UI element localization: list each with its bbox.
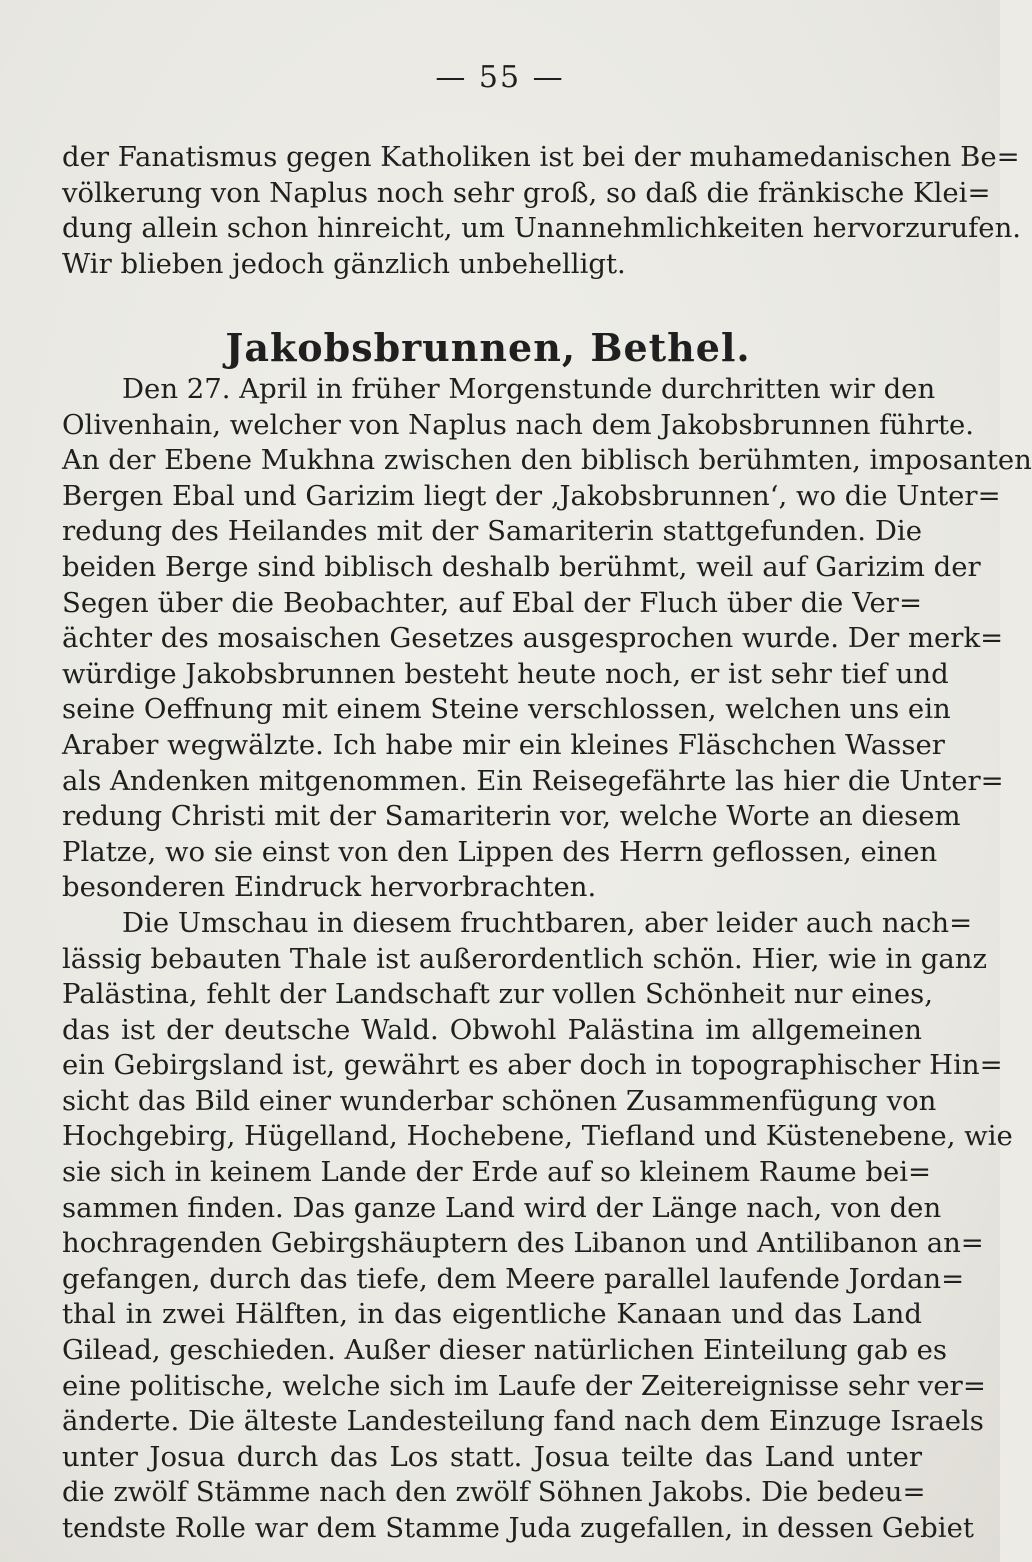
text-line: tendste Rolle war dem Stamme Juda zugefallen, in dessen Gebiet (62, 1512, 974, 1544)
text-line: gefangen, durch das tiefe, dem Meere parallel laufende Jordan= (62, 1262, 965, 1295)
text-line: der Fanatismus gegen Katholiken ist bei der muhamedanischen Be= (62, 141, 1020, 173)
page-number: — 55 — (435, 60, 565, 95)
text-line: völkerung von Naplus noch sehr groß, so daß die fränkische Klei= (62, 176, 991, 209)
section-heading-text: Jakobsbrunnen, Bethel. (225, 325, 751, 370)
text-line: Palästina, fehlt der Landschaft zur vollen Schönheit nur eines, (62, 978, 933, 1011)
text-line: Segen über die Beobachter, auf Ebal der Fluch über die Ver= (62, 586, 922, 619)
text-line: sicht das Bild einer wunderbar schönen Zusammenfügung von (62, 1084, 937, 1117)
text-line: als Andenken mitgenommen. Ein Reisegefährte las hier die Unter= (62, 764, 1004, 797)
text-line: würdige Jakobsbrunnen besteht heute noch, er ist sehr tief und (62, 657, 949, 690)
text-line: sammen finden. Das ganze Land wird der Länge nach, von den (62, 1191, 942, 1224)
text-line: änderte. Die älteste Landesteilung fand nach dem Einzuge Israels (62, 1405, 984, 1438)
text-line: redung des Heilandes mit der Samariterin stattgefunden. Die (62, 515, 922, 548)
text-line: Platze, wo sie einst von den Lippen des Herrn geflossen, einen (62, 835, 938, 868)
section-heading (0, 325, 1000, 370)
text-line: unter Josua durch das Los statt. Josua teilte das Land unter (62, 1440, 922, 1473)
text-line: Olivenhain, welcher von Naplus nach dem Jakobsbrunnen führte. (62, 408, 975, 441)
text-line: Bergen Ebal und Garizim liegt der ‚Jakobsbrunnen‘, wo die Unter= (62, 479, 1001, 512)
text-line: dung allein schon hinreicht, um Unannehmlichkeiten hervorzurufen. (62, 212, 1022, 245)
text-line: die zwölf Stämme nach den zwölf Söhnen Jakobs. Die bedeu= (62, 1476, 926, 1509)
text-line: ein Gebirgsland ist, gewährt es aber doch in topographischer Hin= (62, 1049, 1003, 1082)
text-line: An der Ebene Mukhna zwischen den biblisch berühmten, imposanten (62, 444, 1032, 477)
text-line: Gilead, geschieden. Außer dieser natürlichen Einteilung gab es (62, 1334, 948, 1367)
text-line: Hochgebirg, Hügelland, Hochebene, Tiefland und Küstenebene, wie (62, 1120, 1013, 1153)
text-line: hochragenden Gebirgshäuptern des Libanon und Antilibanon an= (62, 1227, 984, 1260)
body-text (62, 372, 1032, 1547)
text-line: das ist der deutsche Wald. Obwohl Palästina im allgemeinen (62, 1013, 922, 1046)
text-line: Den 27. April in früher Morgenstunde durchritten wir den (122, 373, 936, 405)
text-line: beiden Berge sind biblisch deshalb berühmt, weil auf Garizim der (62, 550, 981, 583)
text-line: redung Christi mit der Samariterin vor, welche Worte an diesem (62, 800, 961, 833)
text-line: thal in zwei Hälften, in das eigentliche Kanaan und das Land (62, 1298, 922, 1331)
text-line: lässig bebauten Thale ist außerordentlich schön. Hier, wie in ganz (62, 942, 987, 975)
text-line: besonderen Eindruck hervorbrachten. (62, 871, 597, 904)
text-line: Wir blieben jedoch gänzlich unbehelligt. (62, 247, 626, 280)
intro-paragraph (62, 140, 1022, 282)
text-line: Araber wegwälzte. Ich habe mir ein kleines Fläschchen Wasser (62, 728, 945, 761)
text-line: eine politische, welche sich im Laufe der Zeitereignisse sehr ver= (62, 1369, 986, 1402)
text-line: Die Umschau in diesem fruchtbaren, aber leider auch nach= (122, 906, 973, 939)
text-line: ächter des mosaischen Gesetzes ausgesprochen wurde. Der merk= (62, 622, 1004, 655)
text-line: sie sich in keinem Lande der Erde auf so kleinem Raume bei= (62, 1156, 932, 1189)
text-line: seine Oeffnung mit einem Steine verschlossen, welchen uns ein (62, 693, 951, 726)
